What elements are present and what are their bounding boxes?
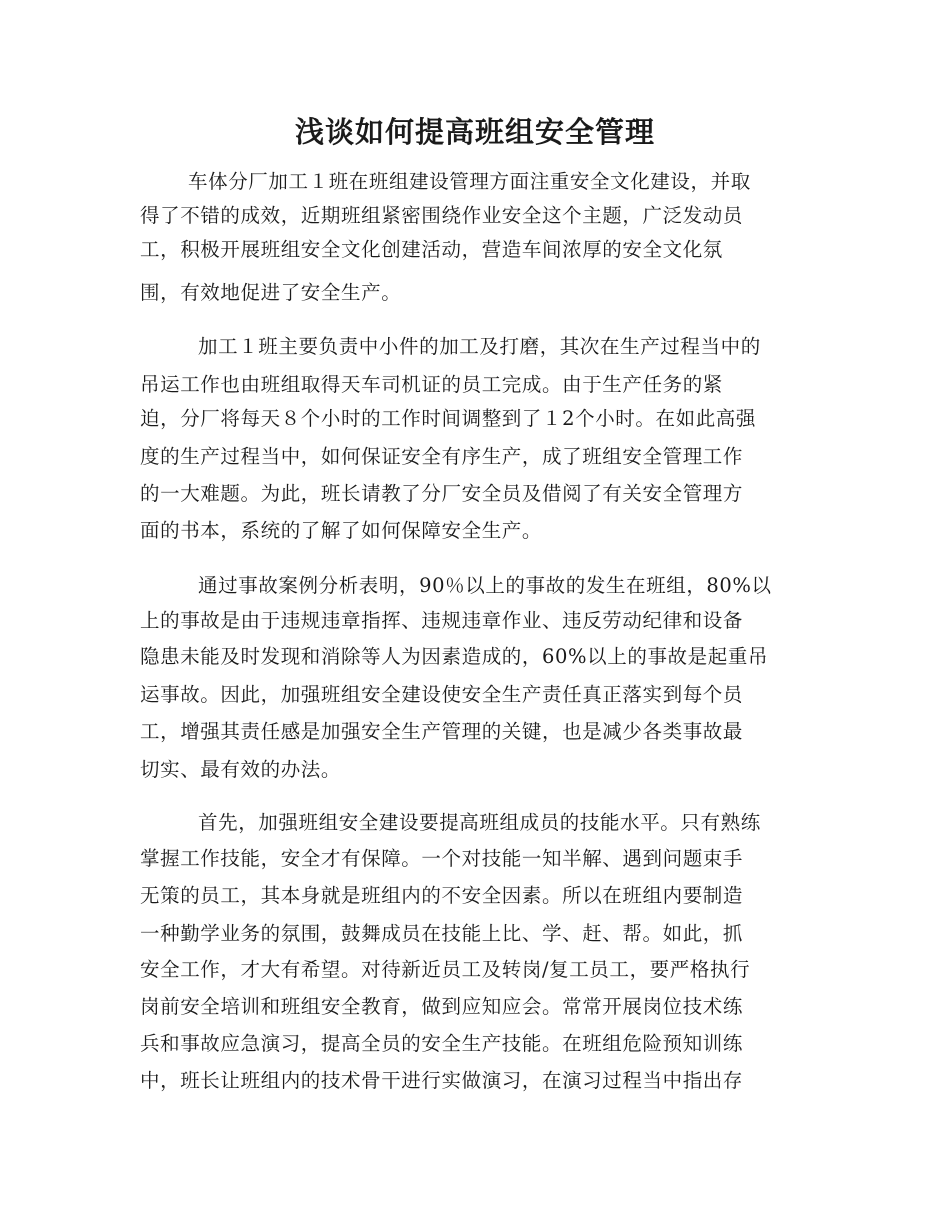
paragraph-line: 岗前安全培训和班组安全教育，做到应知应会。常常开展岗位技术练 (140, 995, 744, 1018)
paragraph-line: 加工１班主要负责中小件的加工及打磨，其次在生产过程当中的 (198, 335, 761, 358)
document-title: 浅谈如何提高班组安全管理 (294, 115, 655, 149)
paragraph-line: 一种勤学业务的氛围，鼓舞成员在技能上比、学、赶、帮。如此，抓 (140, 922, 744, 945)
paragraph-line: 围，有效地促进了安全生产。 (140, 281, 402, 304)
paragraph-line: 工，增强其责任感是加强安全生产管理的关键，也是减少各类事故最 (140, 720, 744, 743)
paragraph-line: 首先，加强班组安全建设要提高班组成员的技能水平。只有熟练 (198, 811, 761, 834)
paragraph-line: 迫，分厂将每天８个小时的工作时间调整到了１2个小时。在如此高强 (140, 407, 757, 430)
paragraph-line: 无策的员工，其本身就是班组内的不安全因素。所以在班组内要制造 (140, 884, 744, 907)
paragraph-line: 运事故。因此，加强班组安全建设使安全生产责任真正落实到每个员 (140, 683, 744, 706)
paragraph-line: 工，积极开展班组安全文化创建活动，营造车间浓厚的安全文化氛 (140, 238, 723, 261)
paragraph-line: 安全工作，才大有希望。对待新近员工及转岗/复工员工，要严格执行 (140, 958, 751, 981)
paragraph-line: 的一大难题。为此，班长请教了分厂安全员及借阅了有关安全管理方 (140, 482, 744, 505)
paragraph-line: 面的书本，系统的了解了如何保障安全生产。 (140, 519, 543, 542)
paragraph-line: 吊运工作也由班组取得天车司机证的员工完成。由于生产任务的紧 (140, 373, 723, 396)
paragraph-line: 得了不错的成效，近期班组紧密围绕作业安全这个主题，广泛发动员 (140, 204, 744, 227)
paragraph-line: 中，班长让班组内的技术骨干进行实做演习，在演习过程当中指出存 (140, 1069, 744, 1092)
paragraph-line: 通过事故案例分析表明，90％以上的事故的发生在班组，80%以 (198, 574, 772, 597)
paragraph-line: 掌握工作技能，安全才有保障。一个对技能一知半解、遇到问题束手 (140, 847, 744, 870)
paragraph-line: 度的生产过程当中，如何保证安全有序生产，成了班组安全管理工作 (140, 445, 744, 468)
paragraph-line: 上的事故是由于违规违章指挥、违规违章作业、违反劳动纪律和设备 (140, 609, 744, 632)
paragraph-line: 车体分厂加工１班在班组建设管理方面注重安全文化建设，并取 (188, 170, 751, 193)
paragraph-line: 隐患未能及时发现和消除等人为因素造成的，60%以上的事故是起重吊 (140, 645, 769, 668)
paragraph-line: 切实、最有效的办法。 (140, 758, 342, 781)
paragraph-line: 兵和事故应急演习，提高全员的安全生产技能。在班组危险预知训练 (140, 1032, 744, 1055)
